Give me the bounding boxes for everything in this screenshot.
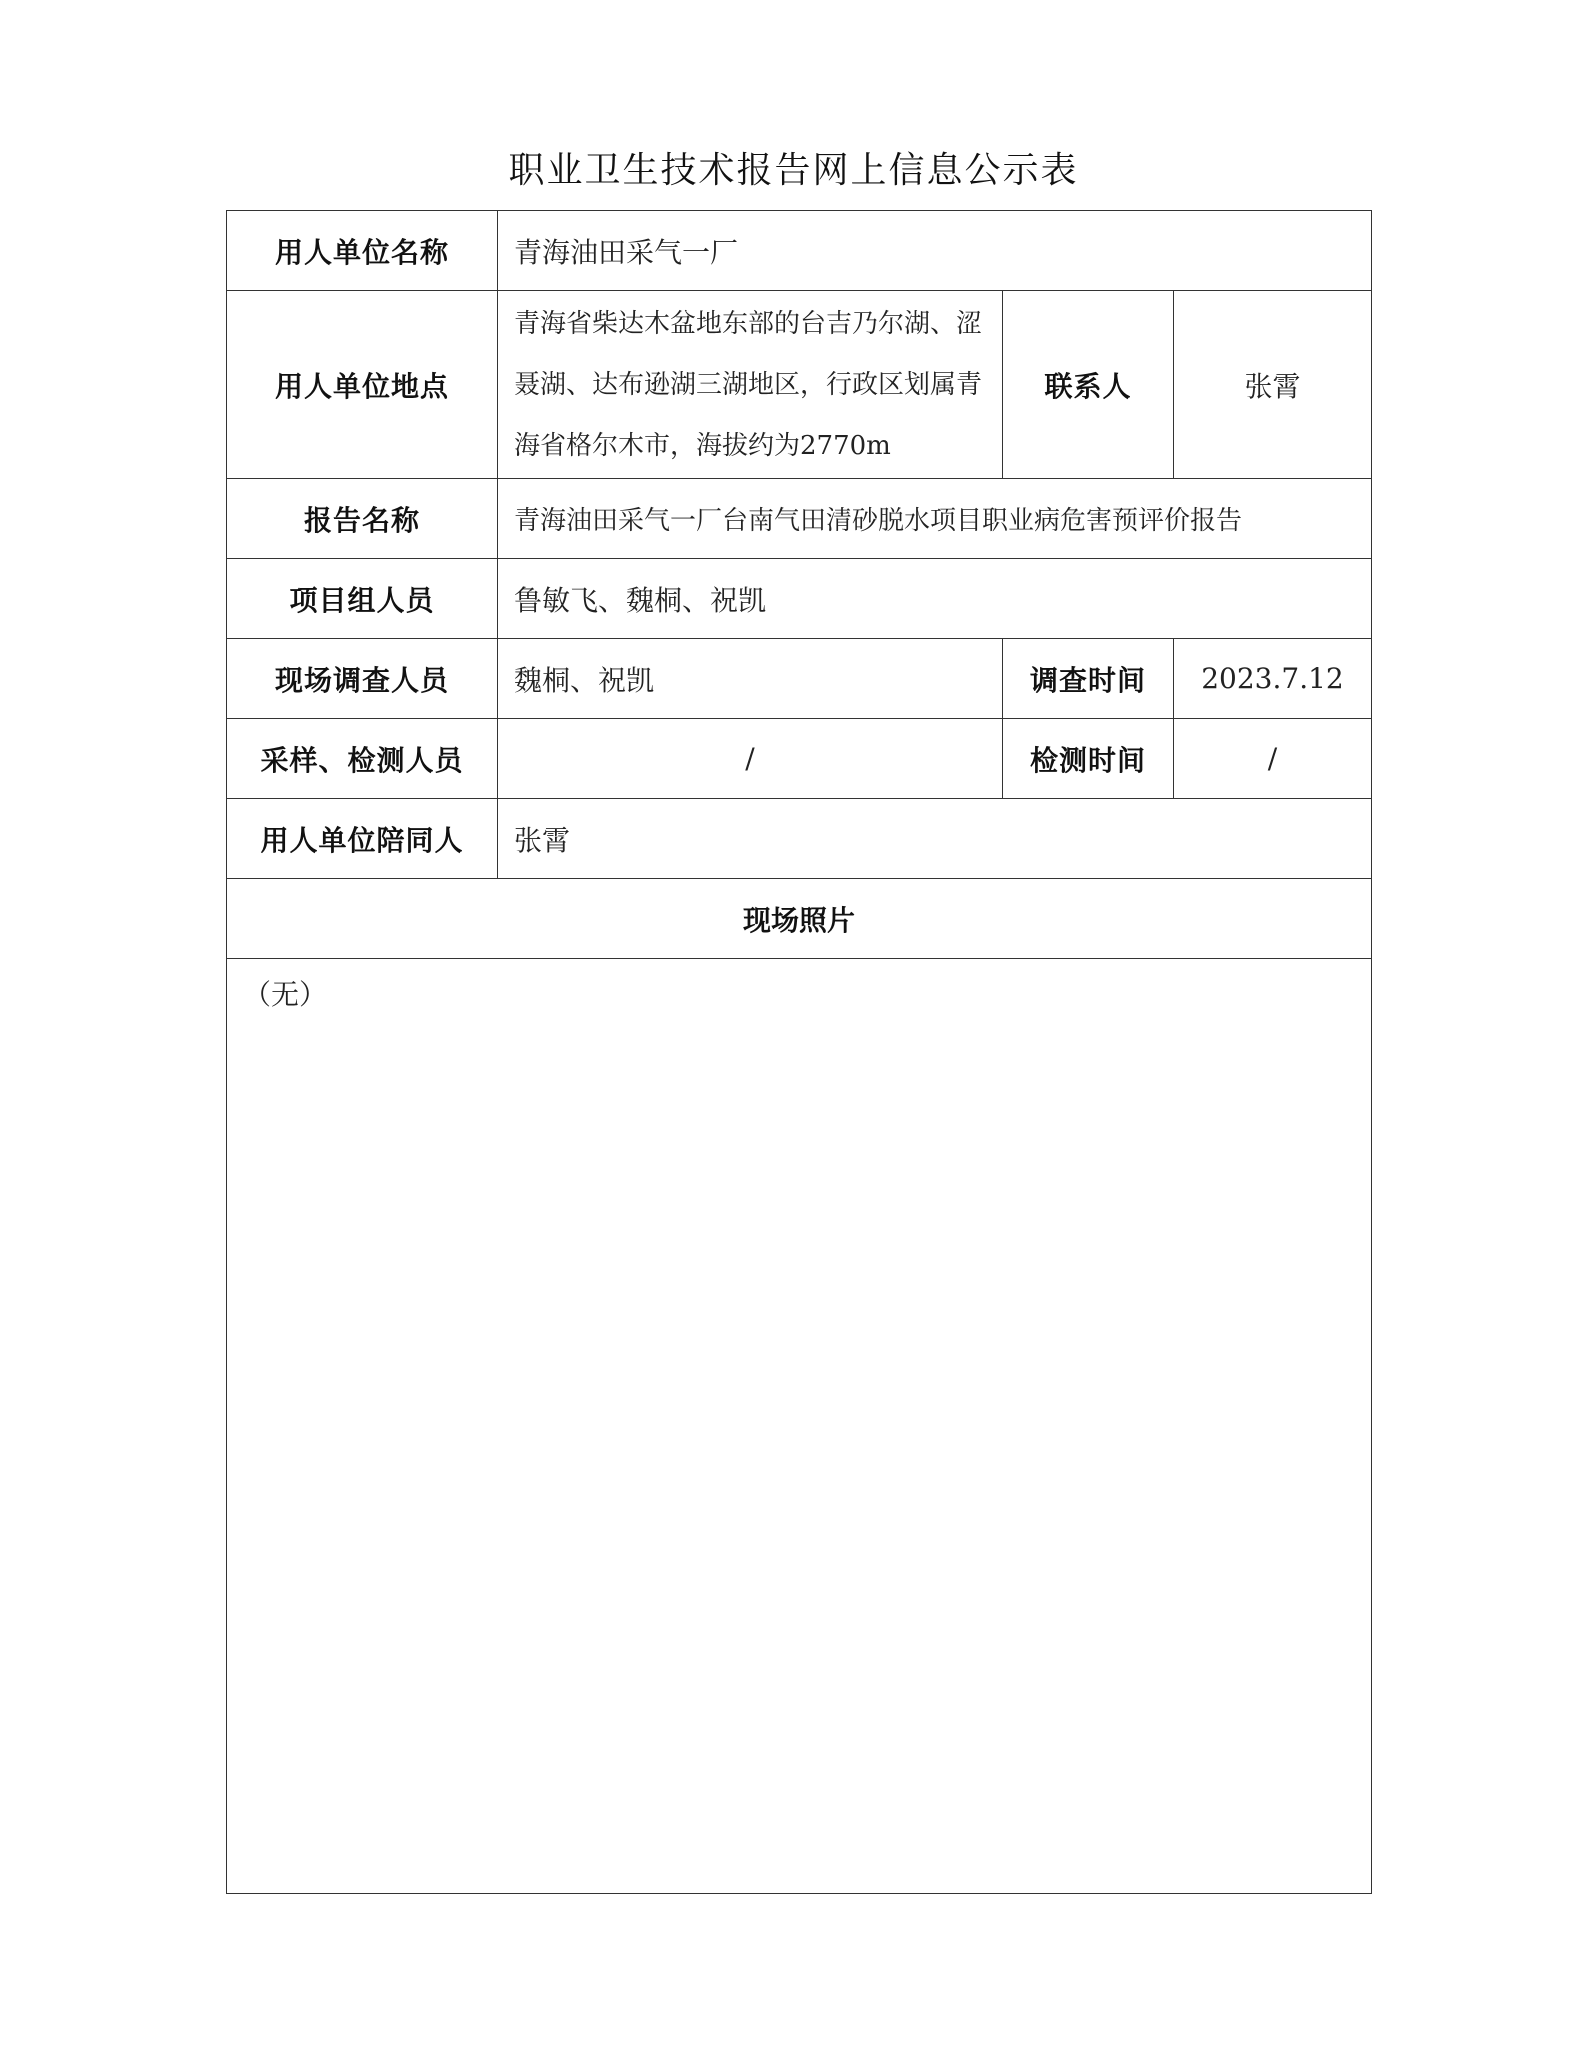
row-photo-area <box>227 959 1372 1894</box>
row-site-survey <box>227 639 1372 719</box>
row-employer-location <box>227 291 1372 479</box>
document-title: 职业卫生技术报告网上信息公示表 <box>508 150 1079 191</box>
report-name-value: 青海油田采气一厂台南气田清砂脱水项目职业病危害预评价报告 <box>498 479 1372 559</box>
employer-name-label: 用人单位名称 <box>227 211 498 291</box>
row-sampling <box>227 719 1372 799</box>
site-survey-value: 魏桐、祝凯 <box>498 639 1003 719</box>
test-time-value: / <box>1174 719 1372 799</box>
photo-section-header: 现场照片 <box>227 879 1372 959</box>
escort-label: 用人单位陪同人 <box>227 799 498 879</box>
project-team-label: 项目组人员 <box>227 559 498 639</box>
test-time-label: 检测时间 <box>1003 719 1174 799</box>
employer-name-value: 青海油田采气一厂 <box>498 211 1372 291</box>
report-name-label: 报告名称 <box>227 479 498 559</box>
row-project-team <box>227 559 1372 639</box>
photo-area-content: （无） <box>227 959 1372 1894</box>
contact-label: 联系人 <box>1003 291 1174 479</box>
escort-value: 张霄 <box>498 799 1372 879</box>
contact-value: 张霄 <box>1174 291 1372 479</box>
row-escort <box>227 799 1372 879</box>
employer-location-label: 用人单位地点 <box>227 291 498 479</box>
row-report-name <box>227 479 1372 559</box>
survey-time-value: 2023.7.12 <box>1174 639 1372 719</box>
project-team-value: 鲁敏飞、魏桐、祝凯 <box>498 559 1372 639</box>
row-photo-header <box>227 879 1372 959</box>
sampling-value: / <box>498 719 1003 799</box>
employer-location-value: 青海省柴达木盆地东部的台吉乃尔湖、涩聂湖、达布逊湖三湖地区，行政区划属青海省格尔木市，海拔约为2770m <box>498 291 1003 479</box>
info-table <box>226 210 1372 1894</box>
site-survey-label: 现场调查人员 <box>227 639 498 719</box>
sampling-label: 采样、检测人员 <box>227 719 498 799</box>
row-employer-name <box>227 211 1372 291</box>
survey-time-label: 调查时间 <box>1003 639 1174 719</box>
